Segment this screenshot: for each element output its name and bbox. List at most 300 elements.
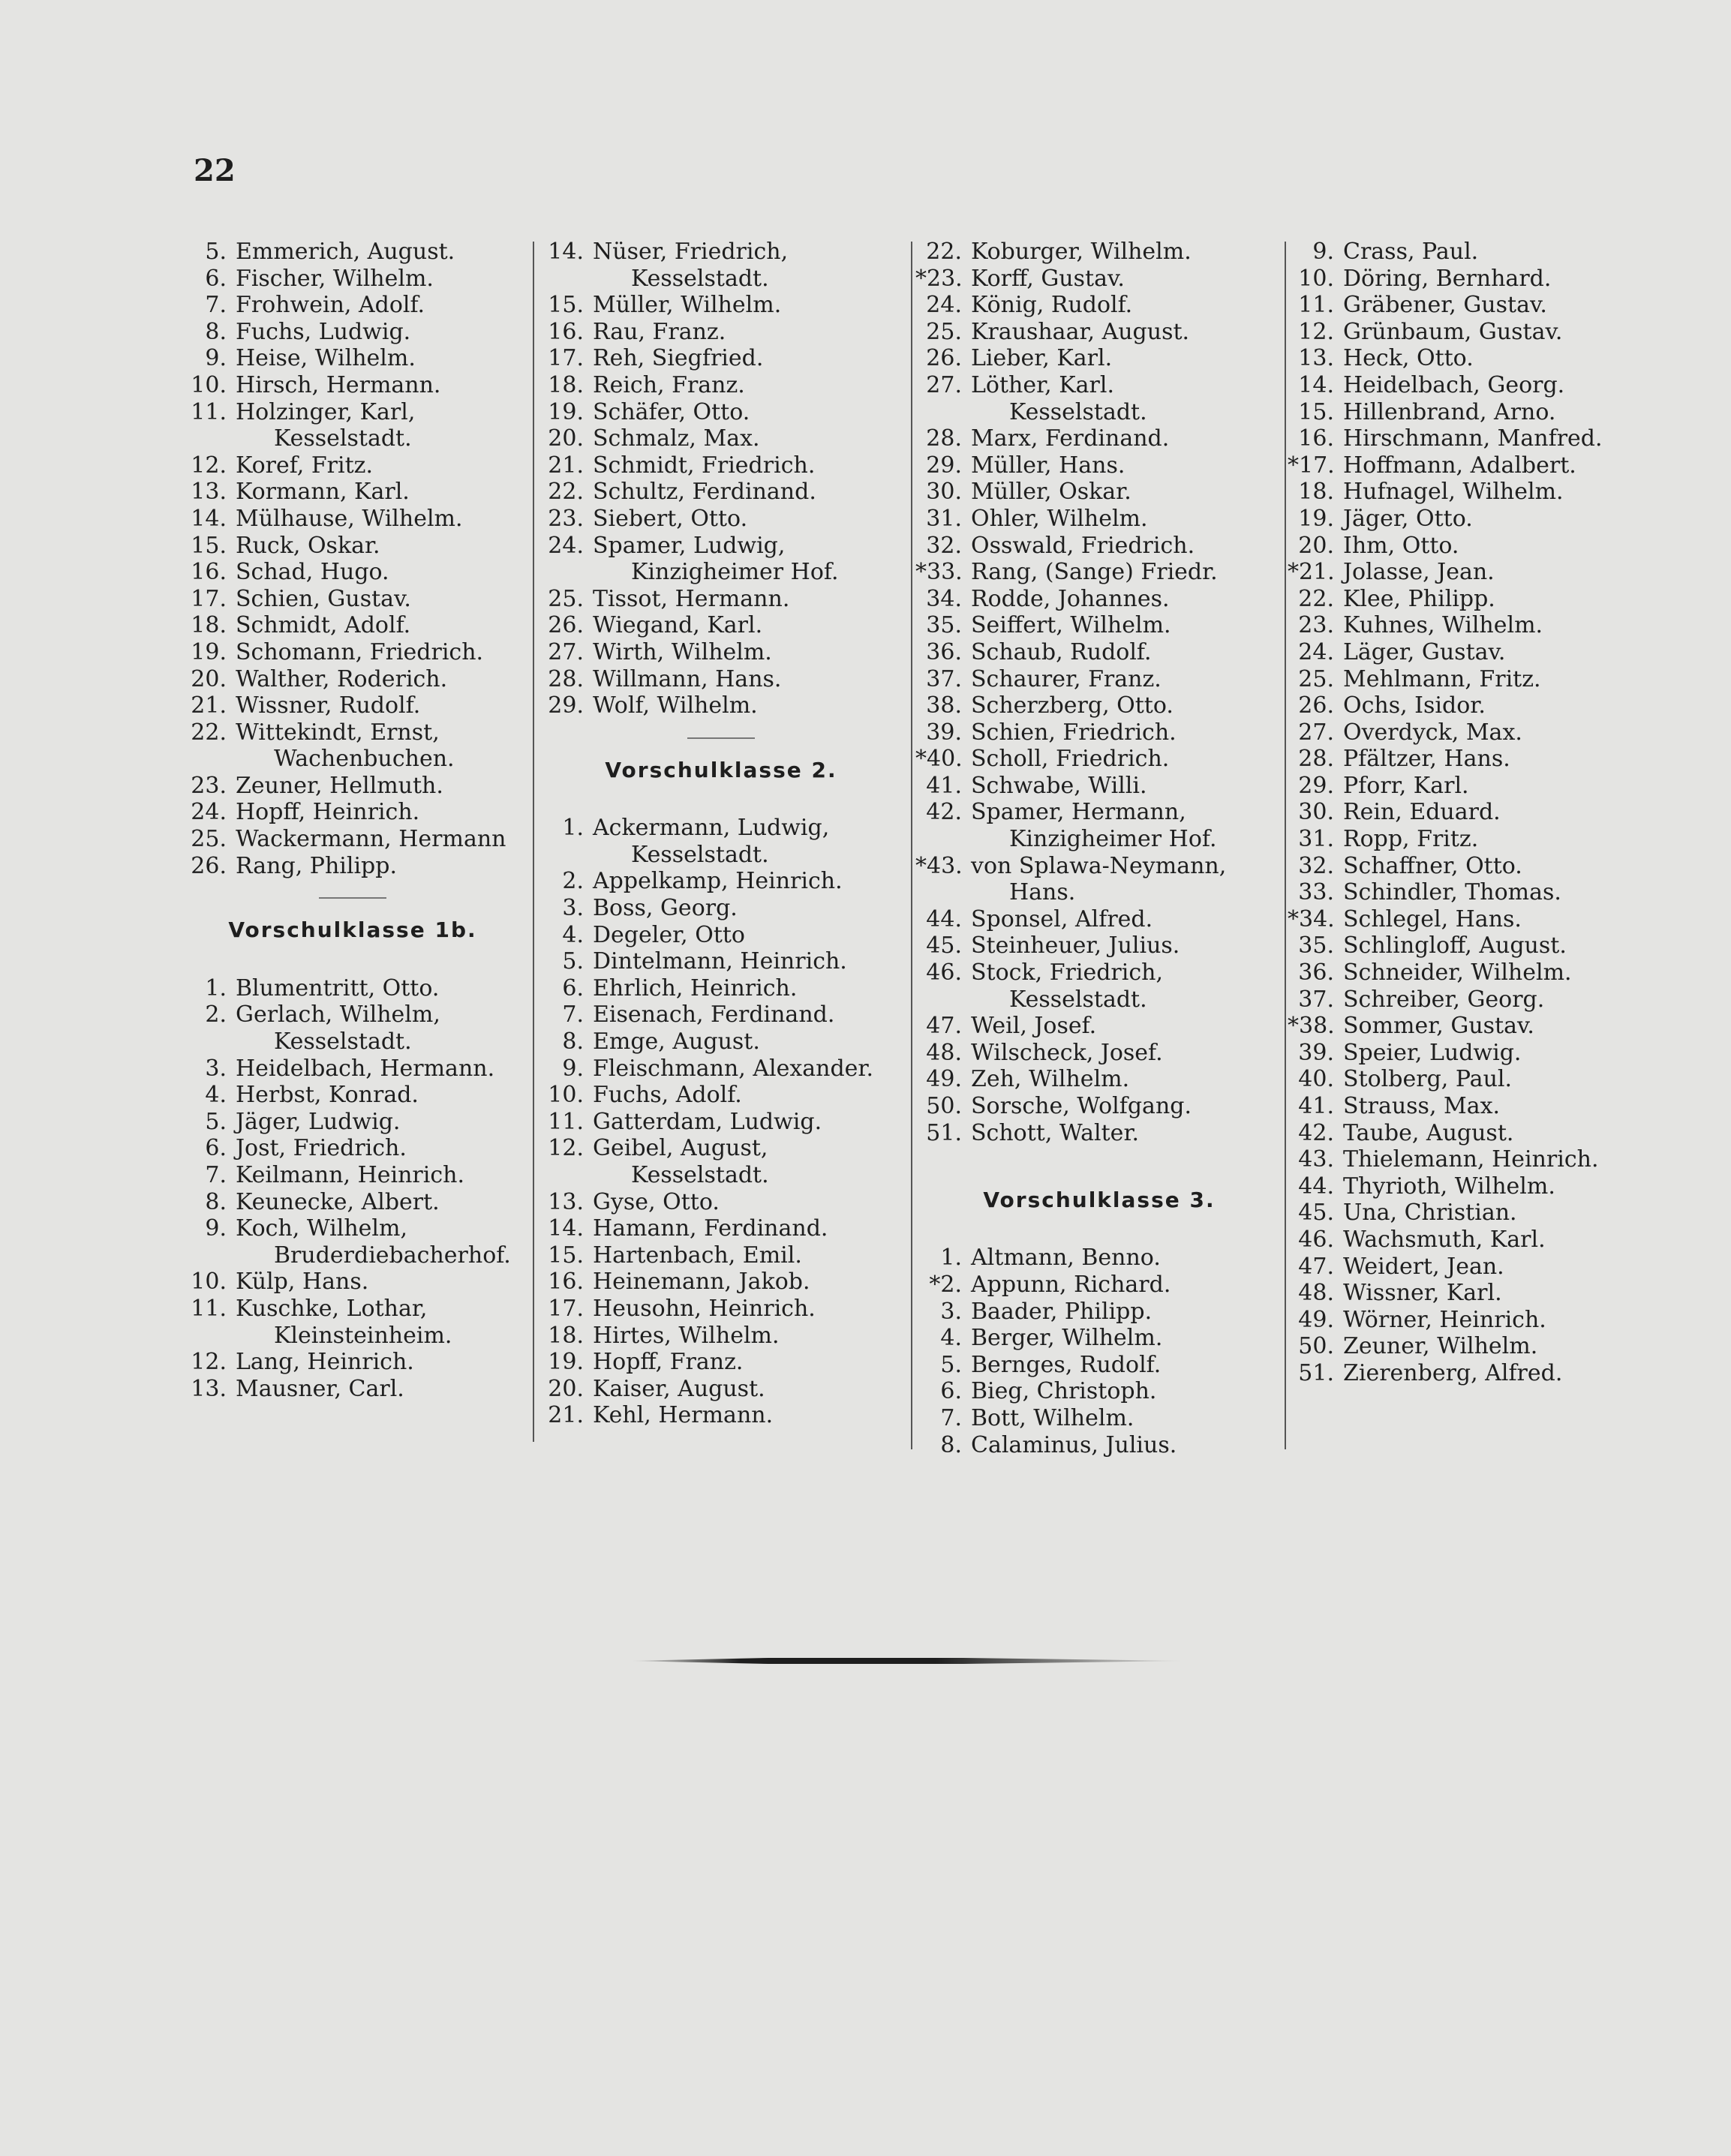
entry-number: 28. <box>926 425 962 452</box>
list-item <box>180 452 525 479</box>
entry-number: 17. <box>191 585 227 612</box>
entry-number: 36. <box>1298 959 1334 986</box>
list-item <box>180 639 525 666</box>
list-item <box>537 319 905 346</box>
entry-name: Stolberg, Paul. <box>1343 1066 1513 1093</box>
entry-number: 20. <box>1298 532 1334 559</box>
entry-number: 11. <box>191 1295 227 1322</box>
entry-number: 47. <box>1298 1253 1334 1280</box>
list-item <box>1288 906 1648 933</box>
entry-number: 49. <box>1298 1306 1334 1333</box>
list-item <box>537 1135 905 1162</box>
entry-name: Kesselstadt. <box>274 425 412 452</box>
entry-number: 19. <box>548 398 584 425</box>
entry-name: Zeuner, Wilhelm. <box>1343 1333 1538 1360</box>
entry-name: Läger, Gustav. <box>1343 638 1506 665</box>
entry-number: 20. <box>548 1375 584 1402</box>
entry-name: Geibel, August, <box>593 1135 768 1162</box>
entry-number: 42. <box>1298 1119 1334 1146</box>
list-item <box>1288 559 1648 586</box>
list-item <box>915 612 1283 639</box>
list-item <box>180 266 525 293</box>
entry-name: Thyrioth, Wilhelm. <box>1343 1173 1555 1200</box>
entry-number: 44. <box>1298 1173 1334 1200</box>
entry-number: 50. <box>1298 1333 1334 1360</box>
entry-name: Wissner, Karl. <box>1343 1280 1502 1307</box>
entry-name: Schwabe, Willi. <box>971 772 1147 799</box>
entry-number: 46. <box>926 959 962 986</box>
entry-name: Heise, Wilhelm. <box>236 345 416 372</box>
entry-number: 3. <box>940 1298 962 1325</box>
list-item-continuation <box>180 1028 525 1055</box>
entry-number: 47. <box>926 1013 962 1040</box>
list-item <box>537 586 905 613</box>
entry-name: Ohler, Wilhelm. <box>971 505 1148 532</box>
entry-name: Kesselstadt. <box>631 265 769 292</box>
entry-name: Sommer, Gustav. <box>1343 1013 1534 1040</box>
entry-name: Heusohn, Heinrich. <box>593 1295 816 1322</box>
entry-number: 26. <box>1298 692 1334 719</box>
entry-number: 24. <box>191 799 227 826</box>
entry-name: Thielemann, Heinrich. <box>1343 1146 1599 1173</box>
entry-name: Bruderdiebacherhof. <box>274 1242 511 1269</box>
entry-name: Schott, Walter. <box>971 1119 1140 1146</box>
entry-name: Löther, Karl. <box>971 371 1115 398</box>
list-item <box>915 1066 1283 1093</box>
entry-number: 15. <box>1298 398 1334 425</box>
entry-number: 16. <box>548 1269 584 1296</box>
entry-name: Willmann, Hans. <box>593 665 782 692</box>
entry-number: 38. <box>926 692 962 719</box>
entry-name: Marx, Ferdinand. <box>971 425 1170 452</box>
entry-number: 33. <box>1298 879 1334 906</box>
entry-name: Lang, Heinrich. <box>236 1349 414 1376</box>
list-item <box>537 1028 905 1055</box>
list-item <box>1288 879 1648 906</box>
list-item <box>537 639 905 666</box>
list-item <box>537 922 905 949</box>
entry-number: 41. <box>926 772 962 799</box>
list-item <box>915 692 1283 719</box>
entry-name: Bieg, Christoph. <box>971 1378 1157 1405</box>
entry-name: Koch, Wilhelm, <box>236 1215 408 1242</box>
list-item-continuation <box>180 425 525 452</box>
entry-name: Wiegand, Karl. <box>593 612 763 639</box>
entry-name: Schindler, Thomas. <box>1343 879 1561 906</box>
entry-name: Keunecke, Albert. <box>236 1188 440 1215</box>
entry-name: Rang, Philipp. <box>236 852 397 879</box>
list-item-continuation <box>915 986 1283 1013</box>
list-item <box>1288 692 1648 719</box>
entry-name: Schad, Hugo. <box>236 559 389 586</box>
list-item <box>180 319 525 346</box>
entry-number: 6. <box>940 1378 962 1405</box>
entry-number: 1. <box>940 1245 962 1272</box>
entry-name: Calaminus, Julius. <box>971 1431 1177 1458</box>
entry-name: Pfältzer, Hans. <box>1343 746 1510 773</box>
entry-number: 13. <box>191 479 227 506</box>
list-item <box>1288 533 1648 560</box>
entry-name: Schlegel, Hans. <box>1343 905 1522 932</box>
entry-name: Hamann, Ferdinand. <box>593 1215 828 1242</box>
column-1 <box>180 239 525 1402</box>
list-item <box>537 612 905 639</box>
list-item <box>537 1001 905 1028</box>
list-item <box>1288 1120 1648 1147</box>
entry-number: 28. <box>1298 746 1334 773</box>
entry-number: 14. <box>548 239 584 265</box>
list-item <box>915 372 1283 399</box>
list-item <box>180 1349 525 1376</box>
entry-name: Döring, Bernhard. <box>1343 265 1552 292</box>
entry-name: Una, Christian. <box>1343 1200 1517 1227</box>
list-item-continuation <box>180 746 525 773</box>
entry-name: Hufnagel, Wilhelm. <box>1343 479 1564 506</box>
entry-name: Spamer, Hermann, <box>971 799 1186 826</box>
list-item <box>915 1245 1283 1272</box>
list-item <box>180 799 525 826</box>
entry-number: 14. <box>548 1215 584 1242</box>
list-item <box>1288 1227 1648 1254</box>
entry-name: Heidelbach, Georg. <box>1343 371 1565 398</box>
section-separator <box>687 737 755 739</box>
list-item <box>1288 345 1648 372</box>
entry-number: 28. <box>548 665 584 692</box>
entry-number: 36. <box>926 638 962 665</box>
entry-number: 39. <box>926 719 962 746</box>
entry-number: 11. <box>548 1108 584 1135</box>
entry-number: 6. <box>562 974 584 1001</box>
entry-number: 10. <box>191 371 227 398</box>
entry-number: *38. <box>1288 1013 1335 1040</box>
list-item <box>915 906 1283 933</box>
list-item <box>537 1323 905 1350</box>
entry-number: 18. <box>548 371 584 398</box>
entry-name: Berger, Wilhelm. <box>971 1325 1163 1352</box>
list-item <box>1288 1360 1648 1387</box>
list-item <box>180 1109 525 1136</box>
entry-name: Rodde, Johannes. <box>971 585 1170 612</box>
entry-name: Külp, Hans. <box>236 1269 369 1296</box>
list-item <box>1288 826 1648 853</box>
list-item <box>1288 612 1648 639</box>
entry-name: Kinzigheimer Hof. <box>631 559 839 586</box>
list-item-continuation <box>915 399 1283 426</box>
list-item <box>915 1432 1283 1459</box>
entry-number: 45. <box>1298 1200 1334 1227</box>
list-item <box>537 1296 905 1323</box>
entry-name: Hans. <box>1009 879 1076 906</box>
class-heading: Vorschulklasse 3. <box>983 1187 1216 1212</box>
list-item <box>180 1296 525 1323</box>
entry-name: Dintelmann, Heinrich. <box>593 948 847 975</box>
entry-number: *2. <box>929 1271 962 1298</box>
list-item <box>1288 666 1648 693</box>
entry-number: 51. <box>926 1119 962 1146</box>
entry-number: 31. <box>1298 826 1334 853</box>
entry-number: 30. <box>926 479 962 506</box>
entry-number: *34. <box>1288 905 1335 932</box>
entry-name: Mehlmann, Fritz. <box>1343 665 1541 692</box>
entry-number: 13. <box>191 1375 227 1402</box>
entry-number: 5. <box>205 1108 227 1135</box>
list-item <box>180 853 525 880</box>
entry-number: 30. <box>1298 799 1334 826</box>
list-item <box>1288 292 1648 319</box>
entry-name: Reh, Siegfried. <box>593 345 764 372</box>
entry-number: 16. <box>548 318 584 345</box>
entry-name: Kuhnes, Wilhelm. <box>1343 612 1543 639</box>
entry-name: Zeuner, Hellmuth. <box>236 772 443 799</box>
entry-number: 35. <box>926 612 962 639</box>
entry-number: 19. <box>191 638 227 665</box>
entry-name: Heidelbach, Hermann. <box>236 1055 495 1082</box>
list-item <box>180 773 525 800</box>
entry-number: 24. <box>1298 638 1334 665</box>
entry-number: 12. <box>1298 318 1334 345</box>
list-item <box>537 399 905 426</box>
list-item <box>1288 586 1648 613</box>
entry-name: Wirth, Wilhelm. <box>593 638 772 665</box>
entry-name: Emge, August. <box>593 1028 760 1055</box>
list-item <box>1288 1066 1648 1093</box>
entry-number: 21. <box>548 452 584 479</box>
entry-name: Fuchs, Ludwig. <box>236 318 411 345</box>
list-item-continuation <box>537 559 905 586</box>
entry-name: Schien, Gustav. <box>236 585 411 612</box>
entry-name: Wörner, Heinrich. <box>1343 1306 1546 1333</box>
list-item <box>915 959 1283 986</box>
list-item <box>1288 266 1648 293</box>
list-item <box>915 345 1283 372</box>
entry-name: Koburger, Wilhelm. <box>971 239 1192 265</box>
list-item <box>537 425 905 452</box>
list-item <box>537 239 905 266</box>
entry-name: Wolf, Wilhelm. <box>593 692 758 719</box>
entry-name: Steinheuer, Julius. <box>971 932 1180 959</box>
entry-number: 12. <box>191 452 227 479</box>
entry-number: 1. <box>205 974 227 1001</box>
entry-name: Heck, Otto. <box>1343 345 1474 372</box>
entry-number: 31. <box>926 505 962 532</box>
entry-name: Kuschke, Lothar, <box>236 1295 428 1322</box>
entry-name: Schmidt, Adolf. <box>236 612 411 639</box>
entry-number: 23. <box>191 772 227 799</box>
list-item <box>915 932 1283 959</box>
entry-number: 39. <box>1298 1039 1334 1066</box>
entry-number: 8. <box>562 1028 584 1055</box>
list-item <box>915 1325 1283 1352</box>
entry-number: 27. <box>926 371 962 398</box>
list-item <box>915 266 1283 293</box>
list-item <box>180 1376 525 1403</box>
list-item <box>537 1189 905 1216</box>
entry-number: 7. <box>205 1162 227 1188</box>
entry-name: Schäfer, Otto. <box>593 398 750 425</box>
entry-number: 20. <box>548 425 584 452</box>
entry-number: 10. <box>191 1269 227 1296</box>
list-item <box>915 533 1283 560</box>
list-item <box>537 1215 905 1242</box>
list-item <box>537 533 905 560</box>
list-item <box>1288 452 1648 479</box>
entry-name: Baader, Philipp. <box>971 1298 1152 1325</box>
entry-number: 9. <box>562 1055 584 1082</box>
entry-number: 22. <box>191 719 227 746</box>
entry-name: Appunn, Richard. <box>971 1271 1171 1298</box>
entry-name: Ackermann, Ludwig, <box>593 815 830 842</box>
list-item <box>1288 853 1648 880</box>
entry-name: Mausner, Carl. <box>236 1375 404 1402</box>
list-item <box>180 292 525 319</box>
class-heading: Vorschulklasse 2. <box>605 757 837 782</box>
column-divider-3 <box>1285 242 1286 1449</box>
list-item <box>180 239 525 266</box>
entry-name: Schaurer, Franz. <box>971 665 1162 692</box>
list-item <box>180 975 525 1002</box>
entry-name: Ochs, Isidor. <box>1343 692 1486 719</box>
list-item <box>180 1162 525 1189</box>
entry-name: Schlingloff, August. <box>1343 932 1567 959</box>
list-item <box>1288 425 1648 452</box>
entry-number: 42. <box>926 799 962 826</box>
list-item <box>915 559 1283 586</box>
entry-number: 5. <box>940 1351 962 1378</box>
entry-number: 32. <box>926 532 962 559</box>
entry-name: Gyse, Otto. <box>593 1188 720 1215</box>
entry-number: *40. <box>915 746 963 773</box>
entry-number: 18. <box>191 612 227 639</box>
list-item <box>915 425 1283 452</box>
list-item <box>915 452 1283 479</box>
list-item-continuation <box>537 842 905 869</box>
list-item-continuation <box>915 879 1283 906</box>
entry-name: Kaiser, August. <box>593 1375 765 1402</box>
entry-number: 19. <box>1298 505 1334 532</box>
list-item <box>180 1269 525 1296</box>
entry-name: Gerlach, Wilhelm, <box>236 1001 440 1028</box>
list-item <box>537 1242 905 1269</box>
list-item <box>915 639 1283 666</box>
entry-name: Tissot, Hermann. <box>593 585 790 612</box>
list-item <box>915 1352 1283 1379</box>
list-item <box>1288 1254 1648 1281</box>
column-divider-2 <box>911 242 912 1449</box>
entry-number: 7. <box>562 1001 584 1028</box>
list-item <box>915 853 1283 880</box>
entry-number: 2. <box>562 868 584 895</box>
entry-name: Müller, Wilhelm. <box>593 292 782 319</box>
list-item <box>180 479 525 506</box>
entry-name: Schaub, Rudolf. <box>971 638 1152 665</box>
entry-name: Weidert, Jean. <box>1343 1253 1504 1280</box>
entry-name: Stock, Friedrich, <box>971 959 1164 986</box>
entry-number: 8. <box>940 1431 962 1458</box>
entry-name: Kehl, Hermann. <box>593 1402 774 1429</box>
list-item-continuation <box>537 266 905 293</box>
entry-name: Hirschmann, Manfred. <box>1343 425 1603 452</box>
list-item <box>915 1299 1283 1326</box>
entry-name: Ropp, Fritz. <box>1343 826 1479 853</box>
entry-name: Nüser, Friedrich, <box>593 239 789 265</box>
entry-number: 3. <box>562 895 584 922</box>
list-item <box>180 506 525 533</box>
entry-number: 27. <box>548 638 584 665</box>
entry-name: Jolasse, Jean. <box>1343 559 1495 586</box>
list-item <box>180 1055 525 1083</box>
entry-number: 37. <box>1298 986 1334 1013</box>
entry-name: Lieber, Karl. <box>971 345 1113 372</box>
list-item <box>1288 1333 1648 1360</box>
list-item <box>180 1082 525 1109</box>
column-2 <box>537 239 905 1429</box>
entry-number: *33. <box>915 559 963 586</box>
entry-name: Kesselstadt. <box>274 1028 412 1055</box>
entry-number: 8. <box>205 1188 227 1215</box>
list-item <box>1288 1200 1648 1227</box>
entry-number: 4. <box>205 1082 227 1109</box>
list-item <box>915 1120 1283 1147</box>
list-item <box>537 895 905 922</box>
list-item <box>180 719 525 746</box>
list-item <box>915 292 1283 319</box>
entry-name: Gräbener, Gustav. <box>1343 292 1547 319</box>
list-item <box>537 975 905 1002</box>
entry-name: Wachsmuth, Karl. <box>1343 1226 1546 1253</box>
entry-number: 14. <box>1298 371 1334 398</box>
entry-name: Korff, Gustav. <box>971 265 1125 292</box>
entry-number: 32. <box>1298 852 1334 879</box>
entry-name: Wilscheck, Josef. <box>971 1039 1163 1066</box>
entry-name: Schultz, Ferdinand. <box>593 479 816 506</box>
entry-name: Scherzberg, Otto. <box>971 692 1174 719</box>
entry-name: Altmann, Benno. <box>971 1245 1161 1272</box>
entry-number: 16. <box>1298 425 1334 452</box>
entry-number: 9. <box>205 1215 227 1242</box>
entry-name: Kleinsteinheim. <box>274 1322 452 1349</box>
entry-number: 27. <box>1298 719 1334 746</box>
list-item <box>537 372 905 399</box>
list-item <box>537 1269 905 1296</box>
list-item <box>915 1040 1283 1067</box>
list-item <box>1288 1093 1648 1120</box>
page-number: 22 <box>194 153 236 188</box>
entry-number: 26. <box>191 852 227 879</box>
entry-name: Sorsche, Wolfgang. <box>971 1093 1192 1119</box>
list-item <box>180 692 525 719</box>
entry-number: 34. <box>926 585 962 612</box>
entry-number: *23. <box>915 265 963 292</box>
entry-number: 37. <box>926 665 962 692</box>
entry-name: Jäger, Otto. <box>1343 505 1473 532</box>
entry-name: Kinzigheimer Hof. <box>1009 826 1217 853</box>
entry-number: 16. <box>191 559 227 586</box>
entry-number: 15. <box>191 532 227 559</box>
entry-number: 49. <box>926 1066 962 1093</box>
entry-name: Hopff, Franz. <box>593 1349 744 1376</box>
list-item <box>1288 1280 1648 1307</box>
list-item <box>915 1013 1283 1040</box>
entry-number: 22. <box>1298 585 1334 612</box>
entry-number: 1. <box>562 815 584 842</box>
list-item <box>915 746 1283 773</box>
entry-name: Rein, Eduard. <box>1343 799 1501 826</box>
list-item <box>180 666 525 693</box>
entry-name: Hirsch, Hermann. <box>236 371 441 398</box>
entry-number: 48. <box>926 1039 962 1066</box>
column-divider-1 <box>533 242 534 1442</box>
entry-name: Fuchs, Adolf. <box>593 1082 742 1109</box>
